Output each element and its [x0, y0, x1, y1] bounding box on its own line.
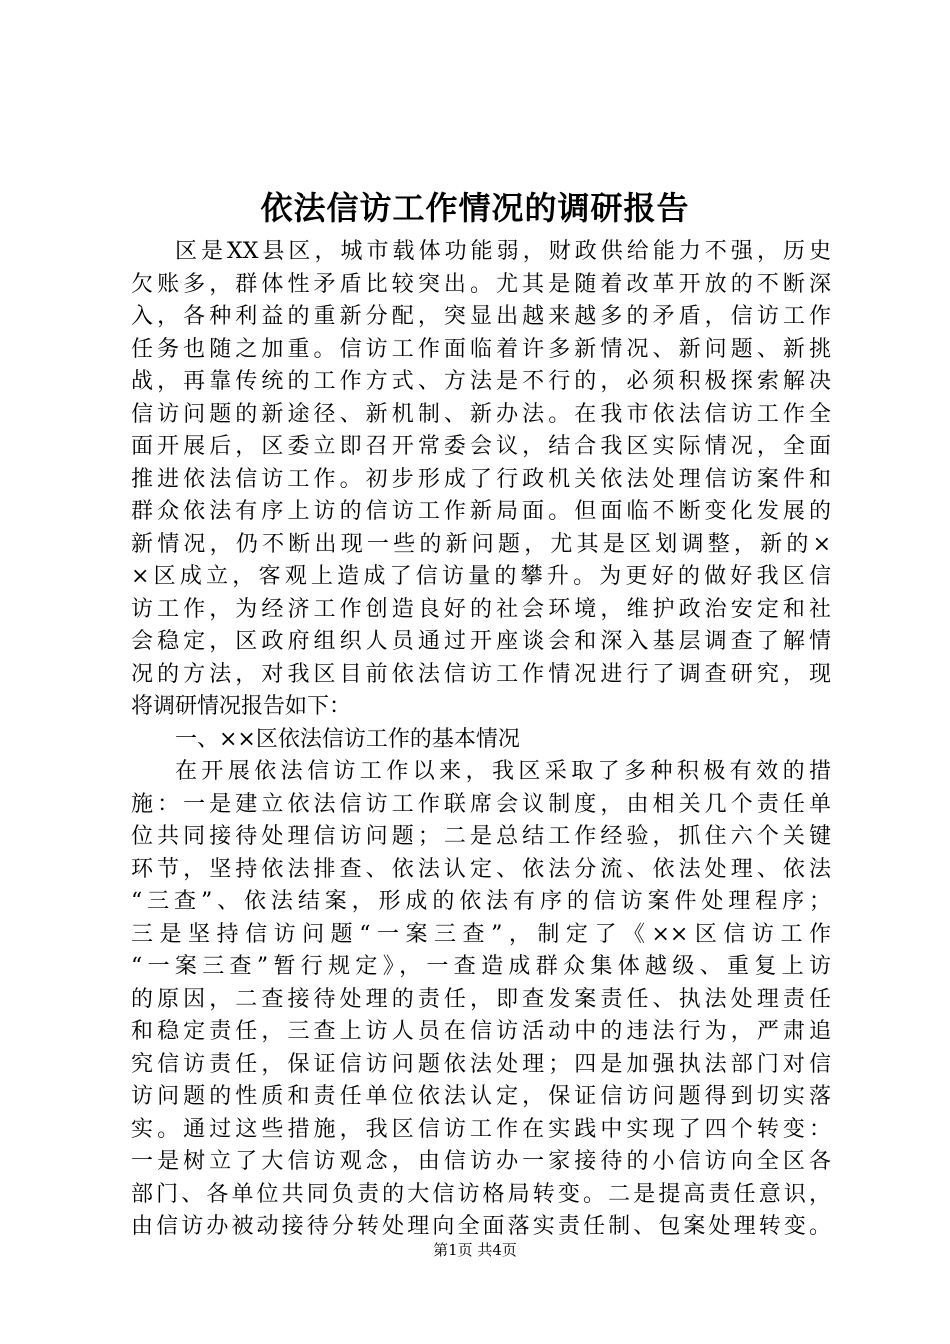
paragraph-line: 一是树立了大信访观念，由信访办一家接待的小信访向全区各	[131, 1149, 831, 1174]
paragraph-line: 任务也随之加重。信访工作面临着许多新情况、新问题、新挑	[131, 336, 831, 362]
paragraph-line: 会稳定，区政府组织人员通过开座谈会和深入基层调查了解情	[131, 629, 831, 654]
paragraph-line: 究信访责任，保证信访问题依法处理；四是加强执法部门对信	[131, 1051, 831, 1077]
paragraph-line: 访工作，为经济工作创造良好的社会环境，维护政治安定和社	[131, 596, 831, 622]
document-body	[131, 236, 831, 1244]
paragraph-line: 战，再靠传统的工作方式、方法是不行的，必须积极探索解决	[131, 369, 831, 394]
paragraph-line: 三是坚持信访问题“一案三查”，制定了《××区信访工作	[131, 921, 831, 947]
paragraph-line: 况的方法，对我区目前依法信访工作情况进行了调查研究，现	[131, 661, 831, 687]
paragraph-line: 环节，坚持依法排查、依法认定、依法分流、依法处理、依法	[131, 856, 831, 882]
paragraph-line: 推进依法信访工作。初步形成了行政机关依法处理信访案件和	[131, 466, 831, 492]
paragraph-line: “一案三查”暂行规定》，一查造成群众集体越级、重复上访	[131, 954, 831, 979]
paragraph-line: 将调研情况报告如下：	[131, 694, 352, 719]
paragraph-line: 实。通过这些措施，我区信访工作在实践中实现了四个转变：	[131, 1116, 831, 1142]
paragraph-line: 部门、各单位共同负责的大信访格局转变。二是提高责任意识，	[131, 1181, 831, 1207]
paragraph-line: ×区成立，客观上造成了信访量的攀升。为更好的做好我区信	[131, 564, 831, 589]
paragraph-line: 入，各种利益的重新分配，突显出越来越多的矛盾，信访工作	[131, 304, 831, 329]
paragraph-line: 访问题的性质和责任单位依法认定，保证信访问题得到切实落	[131, 1084, 831, 1109]
paragraph-line: 在开展依法信访工作以来，我区采取了多种积极有效的措	[175, 759, 831, 784]
paragraph-line: 施：一是建立依法信访工作联席会议制度，由相关几个责任单	[131, 791, 831, 817]
paragraph-line: 欠账多，群体性矛盾比较突出。尤其是随着改革开放的不断深	[131, 271, 831, 297]
page-number-footer: 第1页 共4页	[433, 1241, 517, 1259]
section-heading: 一、××区依法信访工作的基本情况	[175, 726, 520, 752]
paragraph-line: 信访问题的新途径、新机制、新办法。在我市依法信访工作全	[131, 401, 831, 427]
paragraph-line: 由信访办被动接待分转处理向全面落实责任制、包案处理转变。	[131, 1214, 831, 1239]
paragraph-line: 的原因，二查接待处理的责任，即查发案责任、执法处理责任	[131, 986, 831, 1012]
paragraph-line: 新情况，仍不断出现一些的新问题，尤其是区划调整，新的×	[131, 531, 831, 557]
paragraph-line: 位共同接待处理信访问题；二是总结工作经验，抓住六个关键	[131, 824, 831, 849]
paragraph-line: 和稳定责任，三查上访人员在信访活动中的违法行为，严肃追	[131, 1019, 831, 1044]
document-title: 依法信访工作情况的调研报告	[260, 189, 690, 227]
paragraph-line: 面开展后，区委立即召开常委会议，结合我区实际情况，全面	[131, 434, 831, 459]
paragraph-line: “三查”、依法结案，形成的依法有序的信访案件处理程序；	[131, 889, 831, 914]
paragraph-line: 群众依法有序上访的信访工作新局面。但面临不断变化发展的	[131, 499, 831, 524]
paragraph-line: 区是XX县区，城市载体功能弱，财政供给能力不强，历史	[175, 239, 831, 264]
